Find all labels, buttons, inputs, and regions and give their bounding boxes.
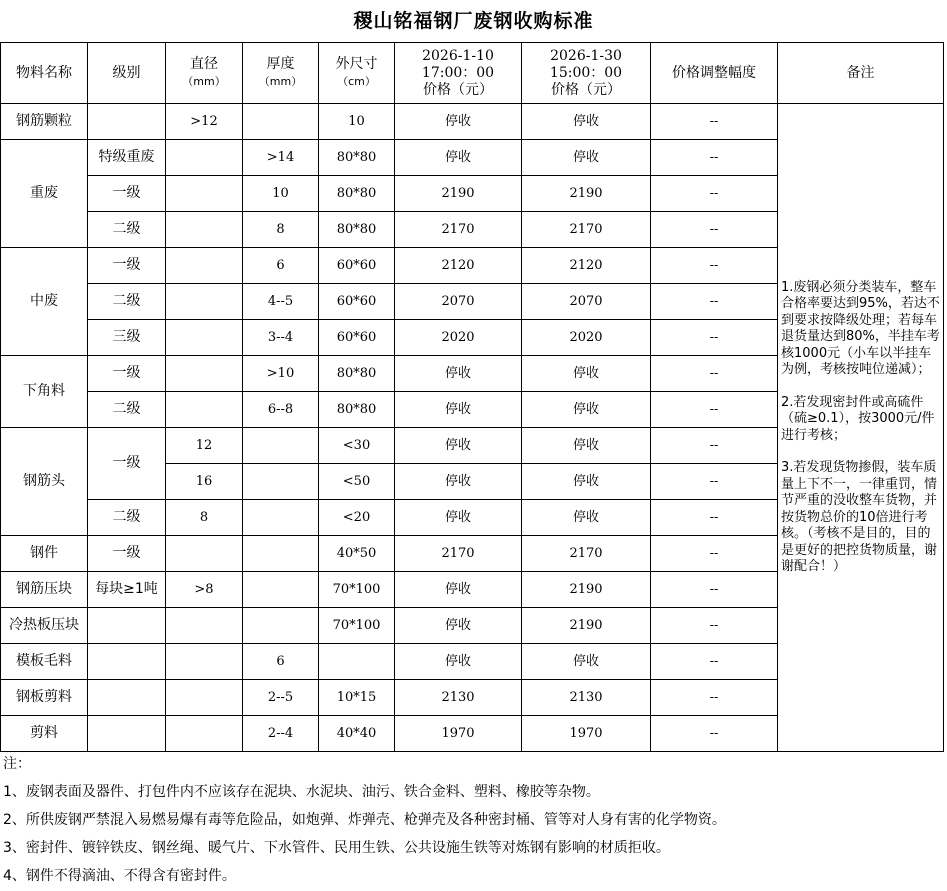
price-1-cell: 停收 xyxy=(395,644,522,680)
remark-2: 2.若发现密封件或高硫件（硫≥0.1），按3000元/件进行考核； xyxy=(781,394,935,443)
price-1-cell: 2190 xyxy=(395,176,522,212)
material-shear-scrap: 剪料 xyxy=(1,716,88,752)
adjust-cell: -- xyxy=(651,104,778,140)
thickness-cell: 6--8 xyxy=(243,392,319,428)
price-2-cell: 2170 xyxy=(522,536,651,572)
thickness-cell: 6 xyxy=(243,644,319,680)
price-2-cell: 2190 xyxy=(522,572,651,608)
price-1-cell: 2120 xyxy=(395,248,522,284)
thickness-cell: >10 xyxy=(243,356,319,392)
size-cell: 80*80 xyxy=(319,140,395,176)
footer-note-1: 1、废钢表面及器件、打包件内不应该存在泥块、水泥块、油污、铁合金料、塑料、橡胶等杂物。 xyxy=(3,784,600,800)
adjust-cell: -- xyxy=(651,464,778,500)
header-price-2-label: 价格（元） xyxy=(551,81,621,98)
header-diameter xyxy=(166,43,243,104)
header-size-unit: （cm） xyxy=(337,75,376,88)
header-price-2-date: 2026-1-30 xyxy=(550,47,622,64)
adjust-cell: -- xyxy=(651,572,778,608)
size-cell: 80*80 xyxy=(319,392,395,428)
remark-3: 3.若发现货物掺假，装车质量上下不一，一律重罚，情节严重的没收整车货物，并按货物总价的10倍进行考核。（考核不是目的，目的是更好的把控货物质量，谢谢配合！） xyxy=(781,460,938,574)
price-2-cell: 2170 xyxy=(522,212,651,248)
diameter-cell xyxy=(166,392,243,428)
header-price-1-label: 价格（元） xyxy=(423,81,493,98)
table-row xyxy=(1,104,944,140)
diameter-cell xyxy=(166,680,243,716)
size-cell: 40*40 xyxy=(319,716,395,752)
diameter-cell xyxy=(166,536,243,572)
size-cell: 70*100 xyxy=(319,572,395,608)
price-1-cell: 2130 xyxy=(395,680,522,716)
header-grade: 级别 xyxy=(88,43,166,104)
diameter-cell xyxy=(166,320,243,356)
diameter-cell: 16 xyxy=(166,464,243,500)
material-plate-shear: 钢板剪料 xyxy=(1,680,88,716)
footer-note-3: 3、密封件、镀锌铁皮、钢丝绳、暖气片、下水管件、民用生铁、公共设施生铁等对炼钢有影响的材质拒收。 xyxy=(3,840,670,856)
diameter-cell: 12 xyxy=(166,428,243,464)
price-1-cell: 2070 xyxy=(395,284,522,320)
header-adjust: 价格调整幅度 xyxy=(651,43,778,104)
grade-cell xyxy=(88,680,166,716)
diameter-cell xyxy=(166,212,243,248)
adjust-cell: -- xyxy=(651,212,778,248)
price-table xyxy=(0,42,944,752)
price-1-cell: 2020 xyxy=(395,320,522,356)
adjust-cell: -- xyxy=(651,140,778,176)
grade-cell xyxy=(88,104,166,140)
grade-cell xyxy=(88,644,166,680)
adjust-cell: -- xyxy=(651,320,778,356)
remark-1: 1.废钢必须分类装车，整车合格率要达到95%，若达不到要求按降级处理；若每车退货量达到80%，半挂车考核1000元（小车以半挂车为例，考核按吨位递减）； xyxy=(781,279,940,377)
price-1-cell: 停收 xyxy=(395,572,522,608)
material-plate-bales: 冷热板压块 xyxy=(1,608,88,644)
size-cell: <30 xyxy=(319,428,395,464)
diameter-cell xyxy=(166,176,243,212)
diameter-cell: 8 xyxy=(166,500,243,536)
price-1-cell: 停收 xyxy=(395,392,522,428)
price-2-cell: 停收 xyxy=(522,104,651,140)
thickness-cell xyxy=(243,500,319,536)
price-1-cell: 停收 xyxy=(395,464,522,500)
price-1-cell: 停收 xyxy=(395,500,522,536)
remarks-cell xyxy=(778,104,944,752)
diameter-cell xyxy=(166,140,243,176)
footer-note-2: 2、所供废钢严禁混入易燃易爆有毒等危险品，如炮弹、炸弹壳、枪弹壳及各种密封桶、管等对人身有害的化学物资。 xyxy=(3,812,726,828)
header-remarks: 备注 xyxy=(778,43,944,104)
size-cell: 70*100 xyxy=(319,608,395,644)
price-1-cell: 2170 xyxy=(395,212,522,248)
material-heavy-scrap: 重废 xyxy=(1,140,88,248)
thickness-cell xyxy=(243,536,319,572)
price-2-cell: 停收 xyxy=(522,356,651,392)
header-price-1-time: 17:00：00 xyxy=(421,64,495,81)
price-2-cell: 停收 xyxy=(522,392,651,428)
adjust-cell: -- xyxy=(651,176,778,212)
size-cell: 60*60 xyxy=(319,320,395,356)
size-cell: 10*15 xyxy=(319,680,395,716)
price-2-cell: 停收 xyxy=(522,428,651,464)
price-2-cell: 1970 xyxy=(522,716,651,752)
price-1-cell: 停收 xyxy=(395,428,522,464)
size-cell: 80*80 xyxy=(319,212,395,248)
adjust-cell: -- xyxy=(651,500,778,536)
diameter-cell: >8 xyxy=(166,572,243,608)
grade-cell: 三级 xyxy=(88,320,166,356)
thickness-cell: 4--5 xyxy=(243,284,319,320)
header-thickness-label: 厚度 xyxy=(266,56,295,72)
price-1-cell: 停收 xyxy=(395,140,522,176)
grade-cell: 特级重废 xyxy=(88,140,166,176)
price-2-cell: 2130 xyxy=(522,680,651,716)
adjust-cell: -- xyxy=(651,428,778,464)
size-cell: <20 xyxy=(319,500,395,536)
thickness-cell: 10 xyxy=(243,176,319,212)
diameter-cell: >12 xyxy=(166,104,243,140)
material-steel-bar-granules: 钢筋颗粒 xyxy=(1,104,88,140)
adjust-cell: -- xyxy=(651,716,778,752)
adjust-cell: -- xyxy=(651,680,778,716)
header-size-label: 外尺寸 xyxy=(335,56,378,72)
thickness-cell: 6 xyxy=(243,248,319,284)
adjust-cell: -- xyxy=(651,248,778,284)
grade-cell: 每块≥1吨 xyxy=(88,572,166,608)
price-2-cell: 2190 xyxy=(522,176,651,212)
thickness-cell: >14 xyxy=(243,140,319,176)
diameter-cell xyxy=(166,644,243,680)
grade-cell: 一级 xyxy=(88,248,166,284)
material-rebar-bales: 钢筋压块 xyxy=(1,572,88,608)
price-2-cell: 停收 xyxy=(522,140,651,176)
thickness-cell: 3--4 xyxy=(243,320,319,356)
grade-cell: 一级 xyxy=(88,536,166,572)
grade-cell: 一级 xyxy=(88,356,166,392)
price-2-cell: 停收 xyxy=(522,644,651,680)
adjust-cell: -- xyxy=(651,608,778,644)
header-thickness xyxy=(243,43,319,104)
size-cell: 60*60 xyxy=(319,284,395,320)
page-title: 稷山铭福钢厂废钢收购标准 xyxy=(353,10,594,32)
thickness-cell: 8 xyxy=(243,212,319,248)
footer-notes xyxy=(0,750,947,890)
price-1-cell: 停收 xyxy=(395,608,522,644)
grade-cell: 一级 xyxy=(88,176,166,212)
material-offcuts: 下角料 xyxy=(1,356,88,428)
grade-cell: 二级 xyxy=(88,392,166,428)
size-cell xyxy=(319,644,395,680)
header-thickness-unit: （mm） xyxy=(258,75,303,88)
header-price-2 xyxy=(522,43,651,104)
adjust-cell: -- xyxy=(651,284,778,320)
grade-cell xyxy=(88,716,166,752)
price-2-cell: 2070 xyxy=(522,284,651,320)
diameter-cell xyxy=(166,248,243,284)
footer-note-4: 4、钢件不得滴油、不得含有密封件。 xyxy=(3,868,236,884)
size-cell: 80*80 xyxy=(319,176,395,212)
material-medium-scrap: 中废 xyxy=(1,248,88,356)
price-1-cell: 停收 xyxy=(395,356,522,392)
thickness-cell: 2--5 xyxy=(243,680,319,716)
thickness-cell xyxy=(243,428,319,464)
thickness-cell xyxy=(243,104,319,140)
footer-heading: 注： xyxy=(3,756,31,772)
price-1-cell: 2170 xyxy=(395,536,522,572)
diameter-cell xyxy=(166,608,243,644)
header-diameter-unit: （mm） xyxy=(182,75,226,88)
header-size xyxy=(319,43,395,104)
header-diameter-label: 直径 xyxy=(190,56,218,72)
price-2-cell: 停收 xyxy=(522,464,651,500)
diameter-cell xyxy=(166,284,243,320)
size-cell: 10 xyxy=(319,104,395,140)
price-2-cell: 2020 xyxy=(522,320,651,356)
thickness-cell xyxy=(243,608,319,644)
grade-cell: 二级 xyxy=(88,284,166,320)
price-1-cell: 停收 xyxy=(395,104,522,140)
grade-cell xyxy=(88,608,166,644)
grade-cell: 一级 xyxy=(88,428,166,500)
grade-cell: 二级 xyxy=(88,212,166,248)
adjust-cell: -- xyxy=(651,536,778,572)
material-formwork-scrap: 模板毛料 xyxy=(1,644,88,680)
header-price-2-time: 15:00：00 xyxy=(549,64,623,81)
diameter-cell xyxy=(166,356,243,392)
size-cell: <50 xyxy=(319,464,395,500)
price-2-cell: 2190 xyxy=(522,608,651,644)
size-cell: 40*50 xyxy=(319,536,395,572)
size-cell: 80*80 xyxy=(319,356,395,392)
diameter-cell xyxy=(166,716,243,752)
thickness-cell: 2--4 xyxy=(243,716,319,752)
header-price-1-date: 2026-1-10 xyxy=(422,47,494,64)
price-2-cell: 2120 xyxy=(522,248,651,284)
price-1-cell: 1970 xyxy=(395,716,522,752)
thickness-cell xyxy=(243,464,319,500)
material-rebar-ends: 钢筋头 xyxy=(1,428,88,536)
size-cell: 60*60 xyxy=(319,248,395,284)
header-price-1 xyxy=(395,43,522,104)
adjust-cell: -- xyxy=(651,356,778,392)
material-steel-parts: 钢件 xyxy=(1,536,88,572)
header-material: 物料名称 xyxy=(1,43,88,104)
table-header-row xyxy=(1,43,944,104)
thickness-cell xyxy=(243,572,319,608)
grade-cell: 二级 xyxy=(88,500,166,536)
adjust-cell: -- xyxy=(651,392,778,428)
price-2-cell: 停收 xyxy=(522,500,651,536)
adjust-cell: -- xyxy=(651,644,778,680)
